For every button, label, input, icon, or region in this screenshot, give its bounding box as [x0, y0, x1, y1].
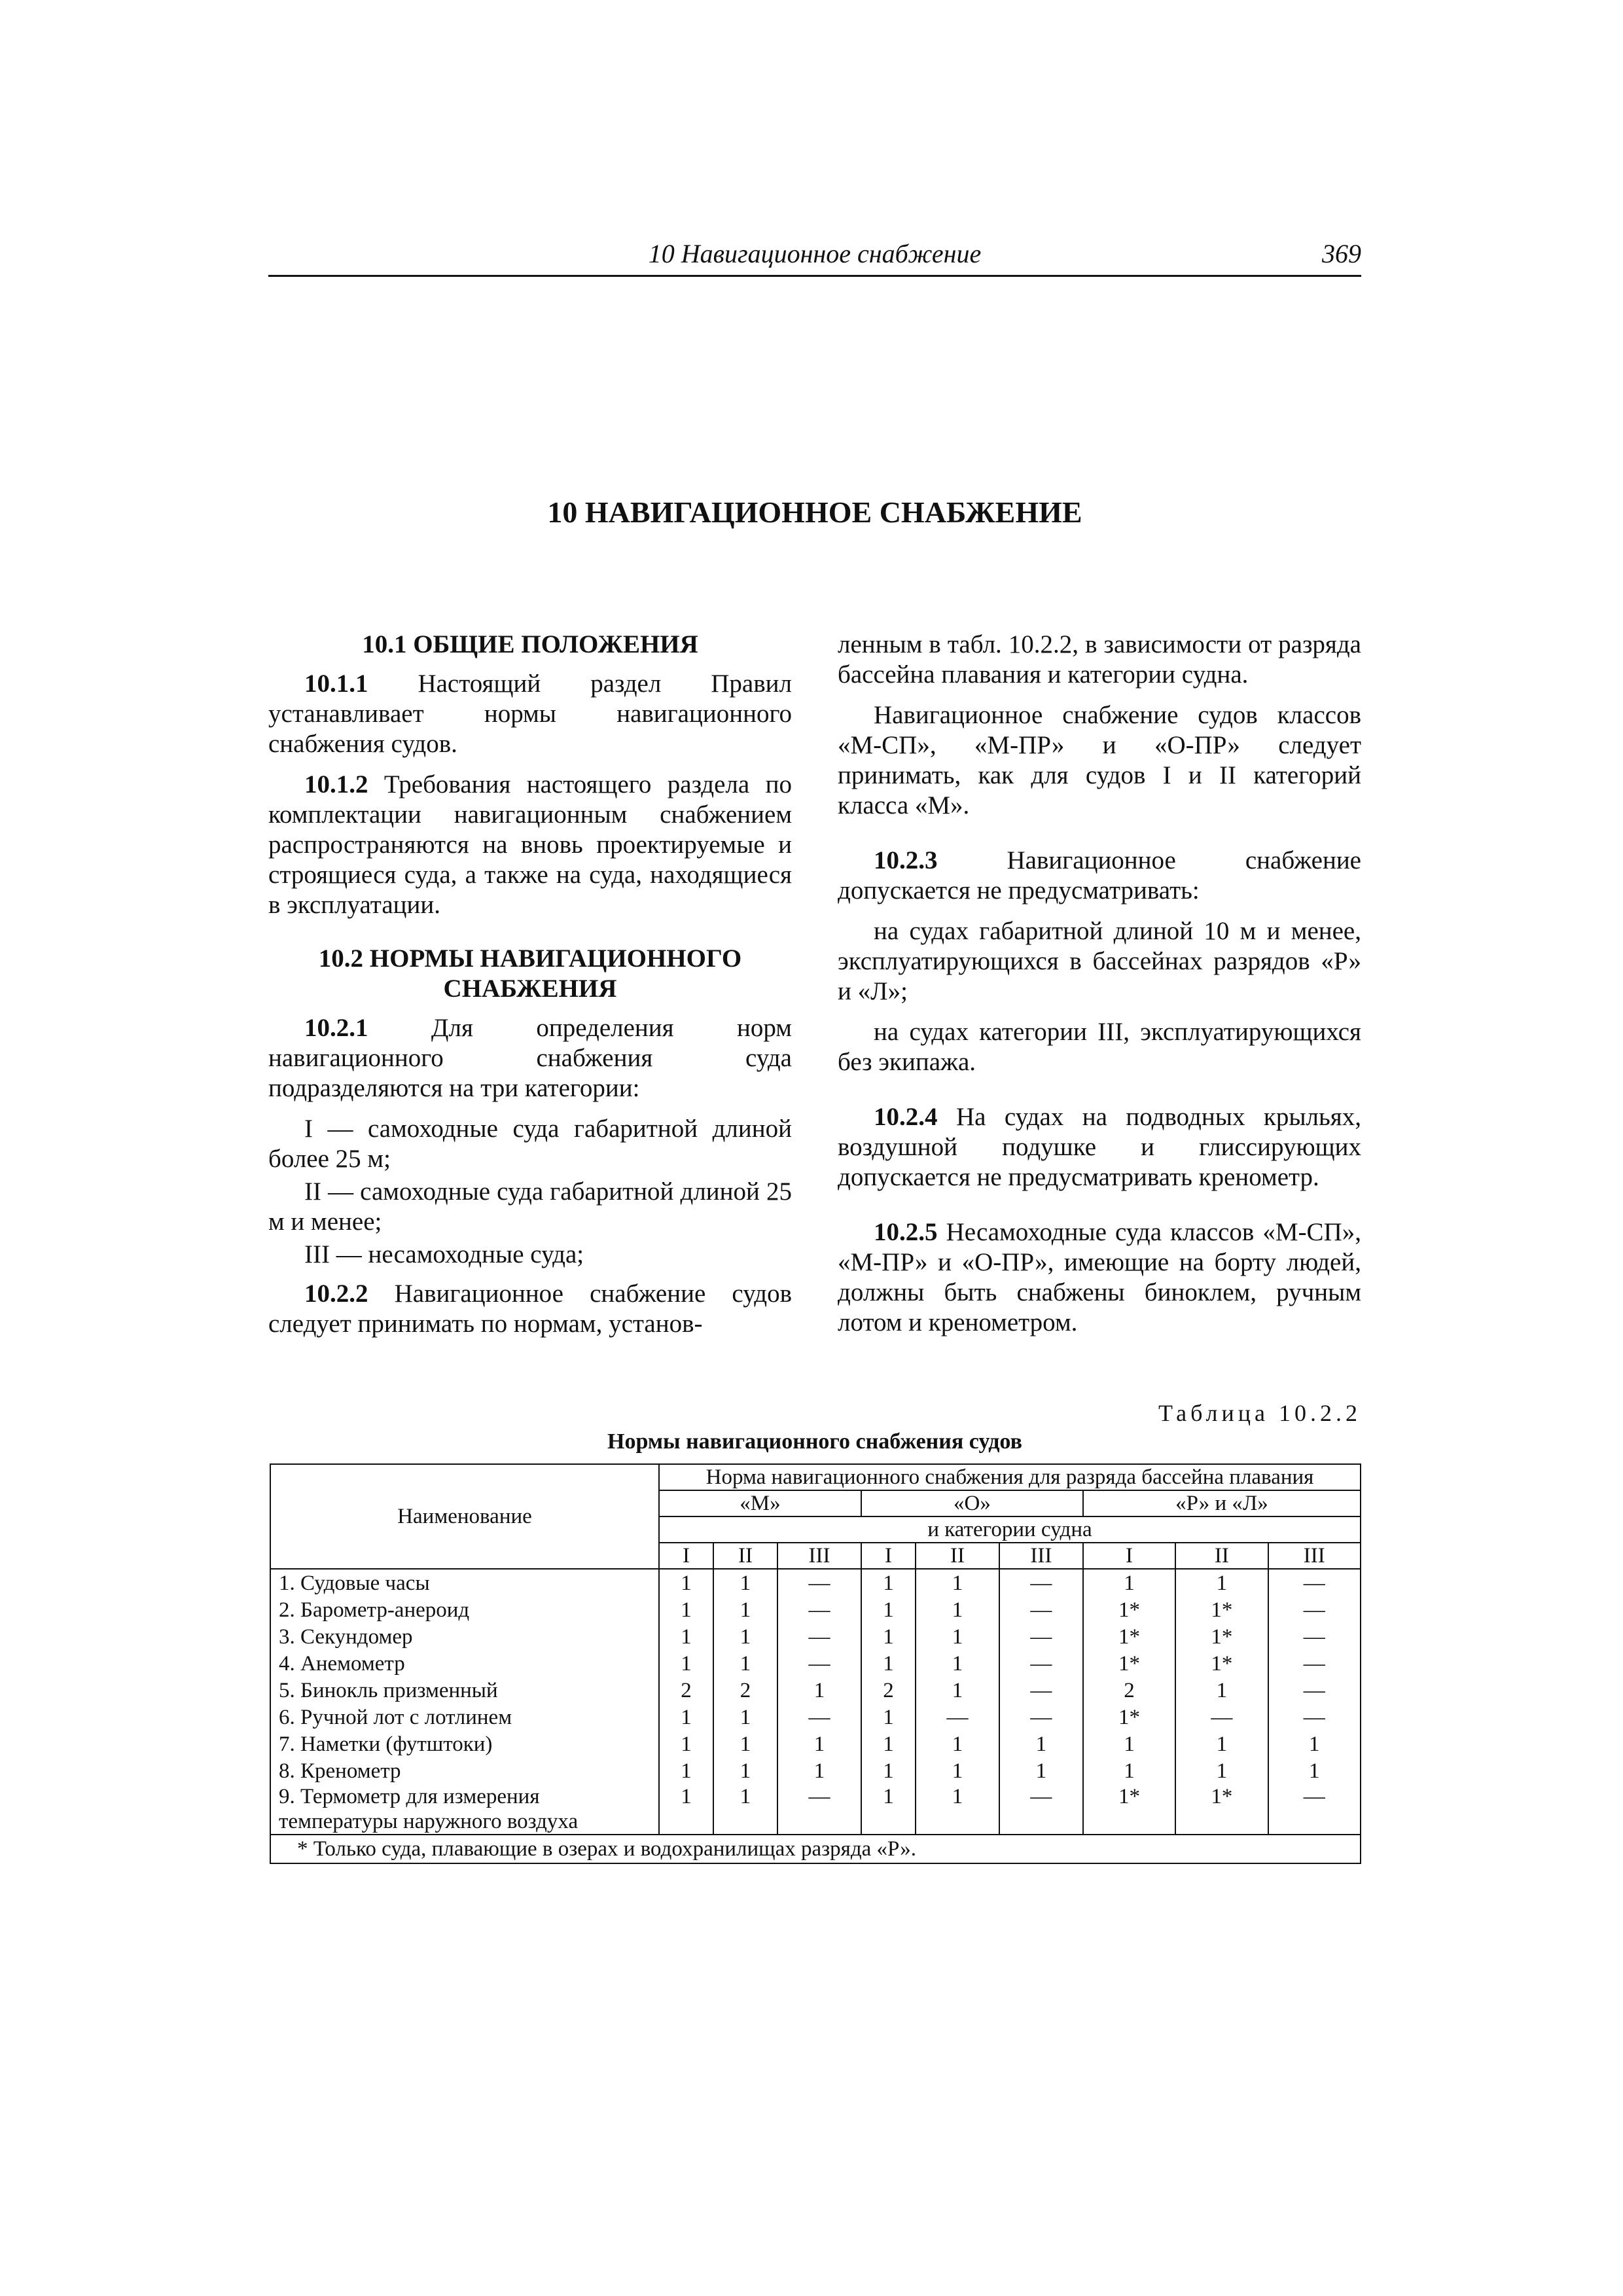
header-category: и категории судна — [659, 1516, 1361, 1543]
quantity-cell: — — [1268, 1704, 1361, 1731]
running-header — [268, 237, 1361, 277]
quantity-cell: 1 — [999, 1731, 1083, 1757]
paragraph-10-2-3 — [838, 846, 1361, 906]
quantity-cell: — — [777, 1596, 861, 1623]
quantity-cell: 1 — [713, 1623, 777, 1650]
paragraph-10-1-2 — [268, 770, 792, 920]
table-row — [270, 1757, 1361, 1784]
table-row — [270, 1784, 1361, 1835]
header-name: Наименование — [270, 1464, 659, 1569]
quantity-cell: 1 — [713, 1569, 777, 1596]
category-2: II — самоходные суда габаритной длиной 25 м и менее; — [268, 1177, 792, 1236]
quantity-cell: — — [999, 1650, 1083, 1677]
quantity-cell: 2 — [659, 1677, 713, 1704]
category-1: I — самоходные суда габаритной длиной более 25 м; — [268, 1115, 792, 1173]
quantity-cell: 1* — [1083, 1650, 1175, 1677]
table-label: Таблица 10.2.2 — [1158, 1400, 1361, 1426]
table-row — [270, 1650, 1361, 1677]
page-number: 369 — [1322, 239, 1361, 268]
clause-number: 10.2.4 — [874, 1103, 938, 1131]
category-3: III — несамоходные суда; — [304, 1240, 584, 1268]
quantity-cell: — — [1268, 1650, 1361, 1677]
quantity-cell: 1 — [861, 1784, 916, 1835]
section-heading-10-1: 10.1 ОБЩИЕ ПОЛОЖЕНИЯ — [362, 630, 698, 658]
quantity-cell: — — [777, 1704, 861, 1731]
category-header-cell: I — [659, 1543, 713, 1569]
quantity-cell: — — [1268, 1677, 1361, 1704]
quantity-cell: 1 — [861, 1623, 916, 1650]
quantity-cell: 1 — [916, 1623, 999, 1650]
paragraph-10-2-3-a: на судах габаритной длиной 10 м и менее, эксплуатирующихся в бассейнах разрядов «Р» и «Л»; — [838, 917, 1361, 1005]
running-title: 10 Навигационное снабжение — [648, 239, 982, 268]
quantity-cell: 1 — [659, 1623, 713, 1650]
quantity-cell: — — [1268, 1784, 1361, 1835]
header-basin-r-l: «Р» и «Л» — [1083, 1490, 1361, 1516]
category-header-cell: III — [777, 1543, 861, 1569]
item-name-cell: 5. Бинокль призменный — [270, 1677, 659, 1704]
item-name-cell: 1. Судовые часы — [270, 1569, 659, 1596]
quantity-cell: 1 — [659, 1569, 713, 1596]
clause-text: Настоящий раздел Правил устанавливает нормы навигационного снабжения судов. — [268, 670, 792, 758]
quantity-cell: — — [916, 1704, 999, 1731]
quantity-cell: — — [777, 1650, 861, 1677]
quantity-cell: 1 — [659, 1757, 713, 1784]
header-basin-o: «О» — [861, 1490, 1083, 1516]
quantity-cell: 1 — [999, 1757, 1083, 1784]
table-row — [270, 1623, 1361, 1650]
quantity-cell: 1 — [916, 1757, 999, 1784]
quantity-cell: 1 — [1175, 1569, 1268, 1596]
quantity-cell: 1 — [713, 1596, 777, 1623]
clause-text: Навигационное снабжение допускается не предусматривать: — [838, 846, 1361, 905]
quantity-cell: 1 — [916, 1731, 999, 1757]
quantity-cell: 1 — [1268, 1757, 1361, 1784]
quantity-cell: — — [777, 1569, 861, 1596]
category-header-cell: II — [1175, 1543, 1268, 1569]
quantity-cell: 1 — [659, 1704, 713, 1731]
quantity-cell: 1* — [1083, 1704, 1175, 1731]
quantity-cell: — — [1268, 1596, 1361, 1623]
clause-text: Для определения норм навигационного снабжения суда подразделяются на три категории: — [268, 1014, 792, 1102]
quantity-cell: 1 — [916, 1650, 999, 1677]
clause-text: На судах на подводных крыльях, воздушной подушке и глиссирующих допускается не предусматривать кренометр. — [838, 1103, 1361, 1191]
category-header-cell: III — [1268, 1543, 1361, 1569]
quantity-cell: 1 — [861, 1650, 916, 1677]
table-row — [270, 1731, 1361, 1757]
section-heading-10-2: 10.2 НОРМЫ НАВИГАЦИОННОГО СНАБЖЕНИЯ — [318, 944, 742, 1003]
item-name-cell: 8. Кренометр — [270, 1757, 659, 1784]
quantity-cell: 1 — [1083, 1731, 1175, 1757]
chapter-title: 10 НАВИГАЦИОННОЕ СНАБЖЕНИЕ — [547, 495, 1082, 529]
quantity-cell: 1 — [1268, 1731, 1361, 1757]
right-column — [838, 630, 1361, 1348]
clause-number: 10.2.1 — [304, 1014, 368, 1042]
quantity-cell: 1 — [713, 1704, 777, 1731]
item-name-cell: 6. Ручной лот с лотлинем — [270, 1704, 659, 1731]
norms-table — [270, 1463, 1361, 1864]
quantity-cell: 1 — [861, 1704, 916, 1731]
clause-number: 10.2.2 — [304, 1280, 368, 1308]
item-name-cell: 4. Анемометр — [270, 1650, 659, 1677]
quantity-cell: — — [777, 1784, 861, 1835]
quantity-cell: — — [999, 1623, 1083, 1650]
paragraph-10-1-1 — [268, 669, 792, 759]
item-name-cell: 7. Наметки (футштоки) — [270, 1731, 659, 1757]
item-name-cell: 9. Термометр для измерения температуры наружного воздуха — [270, 1784, 659, 1835]
quantity-cell: — — [999, 1784, 1083, 1835]
quantity-cell: — — [1268, 1569, 1361, 1596]
quantity-cell: 1 — [659, 1784, 713, 1835]
table-row — [270, 1569, 1361, 1596]
category-header-cell: II — [713, 1543, 777, 1569]
left-column — [268, 630, 792, 1350]
header-norm: Норма навигационного снабжения для разряда бассейна плавания — [659, 1464, 1361, 1490]
table-row — [270, 1596, 1361, 1623]
paragraph-10-2-2 — [268, 1279, 792, 1339]
quantity-cell: 1 — [916, 1596, 999, 1623]
quantity-cell: 1* — [1083, 1596, 1175, 1623]
paragraph-classes: Навигационное снабжение судов классов «М-СП», «М-ПР» и «О-ПР» следует принимать, как для судов I и II категорий класса «М». — [838, 701, 1361, 819]
quantity-cell: 1 — [1083, 1757, 1175, 1784]
table-row — [270, 1677, 1361, 1704]
quantity-cell: 1* — [1083, 1623, 1175, 1650]
quantity-cell: 1 — [713, 1784, 777, 1835]
paragraph-10-2-1 — [268, 1013, 792, 1103]
quantity-cell: — — [999, 1704, 1083, 1731]
clause-number: 10.2.5 — [874, 1218, 938, 1246]
quantity-cell: — — [999, 1596, 1083, 1623]
quantity-cell: 1 — [861, 1757, 916, 1784]
quantity-cell: 1* — [1175, 1623, 1268, 1650]
clause-text: Несамоходные суда классов «М-СП», «М-ПР» и «О-ПР», имеющие на борту людей, должны быть снабжены биноклем, ручным лотом и кренометром. — [838, 1218, 1361, 1336]
quantity-cell: 1* — [1175, 1650, 1268, 1677]
quantity-cell: — — [999, 1569, 1083, 1596]
category-header-cell: I — [861, 1543, 916, 1569]
quantity-cell: 1 — [777, 1731, 861, 1757]
quantity-cell: 1 — [1175, 1677, 1268, 1704]
item-name-cell: 3. Секундомер — [270, 1623, 659, 1650]
category-header-cell: III — [999, 1543, 1083, 1569]
paragraph-10-2-4 — [838, 1102, 1361, 1193]
paragraph-10-2-5 — [838, 1217, 1361, 1338]
clause-text: Требования настоящего раздела по комплектации навигационным снабжением распространяются на вновь проектируемые и строящиеся суда, а также на суда, находящиеся в эксплуатации. — [268, 770, 792, 919]
quantity-cell: 1 — [861, 1569, 916, 1596]
quantity-cell: 1 — [659, 1731, 713, 1757]
item-name-cell: 2. Барометр-анероид — [270, 1596, 659, 1623]
quantity-cell: 1 — [777, 1757, 861, 1784]
quantity-cell: — — [999, 1677, 1083, 1704]
quantity-cell: 1 — [1083, 1569, 1175, 1596]
quantity-cell: 1 — [1175, 1757, 1268, 1784]
clause-text: Навигационное снабжение судов следует принимать по нормам, установ- — [268, 1280, 792, 1338]
quantity-cell: — — [777, 1623, 861, 1650]
quantity-cell: 1 — [916, 1784, 999, 1835]
clause-number: 10.2.3 — [874, 846, 938, 874]
quantity-cell: 1* — [1175, 1596, 1268, 1623]
quantity-cell: 1 — [659, 1650, 713, 1677]
quantity-cell: 2 — [713, 1677, 777, 1704]
quantity-cell: 1 — [916, 1677, 999, 1704]
header-basin-m: «М» — [659, 1490, 861, 1516]
clause-number: 10.1.1 — [304, 670, 368, 698]
quantity-cell: 1* — [1175, 1784, 1268, 1835]
quantity-cell: 1 — [713, 1731, 777, 1757]
table-footnote: * Только суда, плавающие в озерах и водохранилищах разряда «Р». — [270, 1835, 1361, 1863]
quantity-cell: 1* — [1083, 1784, 1175, 1835]
quantity-cell: 1 — [861, 1596, 916, 1623]
quantity-cell: 2 — [861, 1677, 916, 1704]
table-title: Нормы навигационного снабжения судов — [607, 1429, 1022, 1454]
quantity-cell: 1 — [777, 1677, 861, 1704]
quantity-cell: 2 — [1083, 1677, 1175, 1704]
paragraph-continuation: ленным в табл. 10.2.2, в зависимости от разряда бассейна плавания и категории судна. — [838, 630, 1361, 689]
quantity-cell: — — [1268, 1623, 1361, 1650]
quantity-cell: 1 — [861, 1731, 916, 1757]
clause-number: 10.1.2 — [304, 770, 368, 798]
paragraph-10-2-3-b: на судах категории III, эксплуатирующихся без экипажа. — [838, 1018, 1361, 1076]
quantity-cell: 1 — [659, 1596, 713, 1623]
category-header-cell: II — [916, 1543, 999, 1569]
category-header-cell: I — [1083, 1543, 1175, 1569]
quantity-cell: 1 — [713, 1757, 777, 1784]
table-row — [270, 1704, 1361, 1731]
quantity-cell: — — [1175, 1704, 1268, 1731]
quantity-cell: 1 — [1175, 1731, 1268, 1757]
quantity-cell: 1 — [713, 1650, 777, 1677]
quantity-cell: 1 — [916, 1569, 999, 1596]
